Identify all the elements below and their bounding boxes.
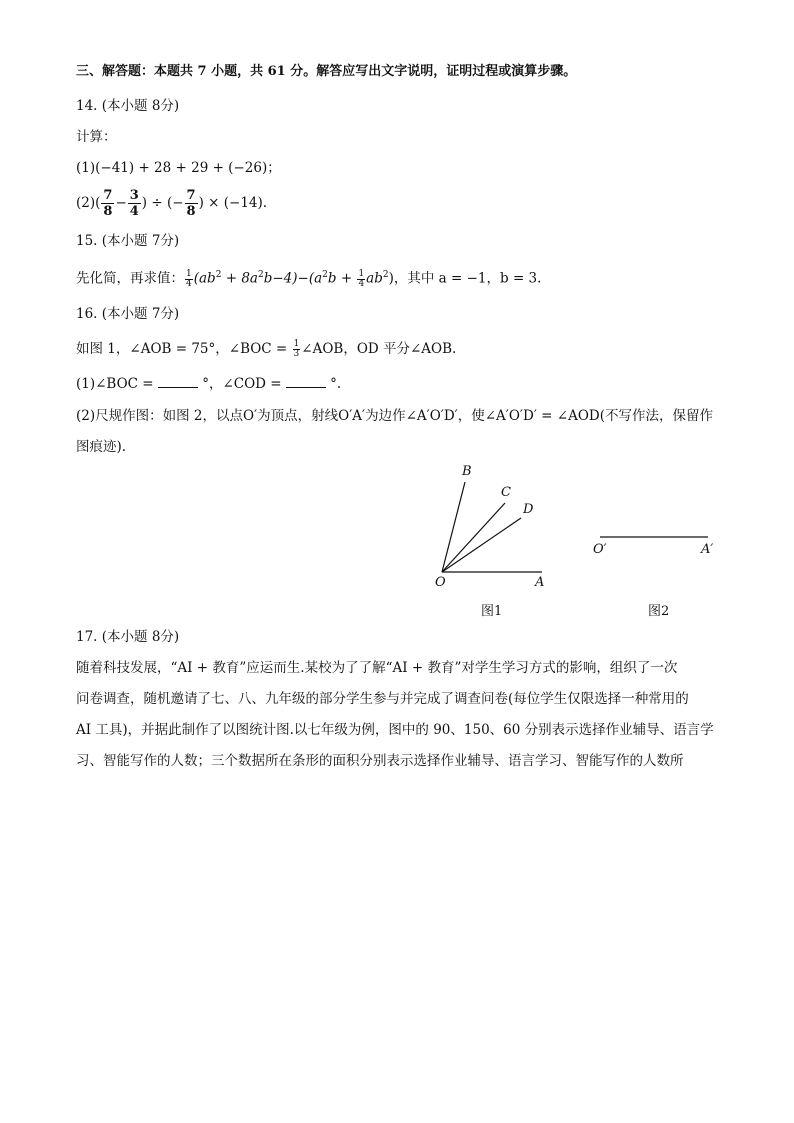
label-c: C	[501, 485, 511, 500]
q14-part1: (1)(−41) + 28 + 29 + (−26)；	[76, 160, 281, 176]
ray-oc	[442, 503, 505, 572]
fraction-7-8-b: $\frac{7}{8}$	[186, 188, 196, 219]
q14-part2-prefix: (2)(	[76, 195, 101, 211]
fraction-1-4: $\frac{1}{4}$	[186, 268, 192, 289]
q16-part1-mid: °，∠COD =	[197, 376, 286, 392]
exponent: 2	[382, 270, 389, 280]
expr-part: ab	[366, 270, 383, 287]
q17-line1: 随着科技发展，“AI + 教育”应运而生.某校为了了解“AI + 教育”对学生学习方式的影响，组织了一次	[76, 660, 678, 676]
q14-part2-mid: ) ÷ (−	[141, 195, 184, 211]
q16-line2	[76, 375, 341, 393]
expr-part: + 8a	[221, 270, 258, 287]
label-b: B	[462, 464, 472, 479]
q16-part1-end: °.	[325, 376, 342, 392]
q16-line1	[76, 336, 456, 362]
exponent: 2	[257, 270, 264, 280]
q16-line4: 图痕迹).	[76, 439, 127, 455]
q16-part1-label: (1)∠BOC =	[76, 376, 158, 392]
fraction-7-8: $\frac{7}{8}$	[103, 188, 113, 219]
label-a-prime: A′	[701, 542, 714, 557]
q15-expression	[76, 262, 541, 288]
q14-part2-tail: ) × (−14).	[198, 195, 268, 211]
q16-line1-pre: 如图 1，∠AOB = 75°，∠BOC =	[76, 341, 292, 357]
label-o-prime: O′	[593, 542, 607, 557]
label-o: O	[435, 575, 446, 590]
q17-heading: 17. (本小题 8分)	[76, 629, 180, 645]
q16-heading: 16. (本小题 7分)	[76, 306, 180, 322]
answer-blank-cod	[286, 375, 326, 388]
minus-sign: −	[115, 195, 127, 211]
q17-line3: AI 工具)，并据此制作了以图统计图.以七年级为例，图中的 90、150、60 分别表示选择作业辅导、语言学	[76, 722, 714, 738]
fraction-1-4-b: $\frac{1}{4}$	[358, 268, 365, 289]
q14-intro: 计算：	[76, 129, 117, 145]
q14-part2	[76, 186, 267, 220]
figure-1-caption: 图1	[481, 604, 503, 619]
figure-1-diagram	[420, 460, 560, 590]
expr-part: (ab	[193, 270, 216, 287]
expr-part: b−4)−(a	[263, 270, 323, 287]
answer-blank-boc	[158, 375, 198, 388]
label-a: A	[535, 575, 545, 590]
q17-line4: 习、智能写作的人数；三个数据所在条形的面积分别表示选择作业辅导、语言学习、智能写作的人数所	[76, 753, 684, 769]
fraction-1-3: $\frac{1}{3}$	[293, 339, 300, 359]
expr-part: )，其中 a = −1，b = 3.	[388, 270, 542, 287]
section-header: 三、解答题：本题共 7 小题，共 61 分。解答应写出文字说明，证明过程或演算步骤。	[76, 64, 577, 79]
q15-heading: 15. (本小题 7分)	[76, 233, 180, 249]
exponent: 2	[215, 270, 222, 280]
q14-heading: 14. (本小题 8分)	[76, 98, 180, 114]
expr-part: b +	[327, 270, 357, 287]
q17-line2: 问卷调查，随机邀请了七、八、九年级的部分学生参与并完成了调查问卷(每位学生仅限选择一种常用的	[76, 691, 689, 707]
q15-prompt: 先化简，再求值：	[76, 270, 184, 287]
exponent: 2	[322, 270, 328, 280]
figure-2-caption: 图2	[648, 604, 670, 619]
q16-line3: (2)尺规作图：如图 2，以点O′为顶点，射线O′A′为边作∠A′O′D′，使∠A′O′D′ = ∠AOD(不写作法，保留作	[76, 408, 713, 424]
fraction-3-4: $\frac{3}{4}$	[129, 188, 139, 219]
q16-line1-post: ∠AOB，OD 平分∠AOB.	[301, 341, 457, 357]
label-d: D	[523, 502, 534, 517]
